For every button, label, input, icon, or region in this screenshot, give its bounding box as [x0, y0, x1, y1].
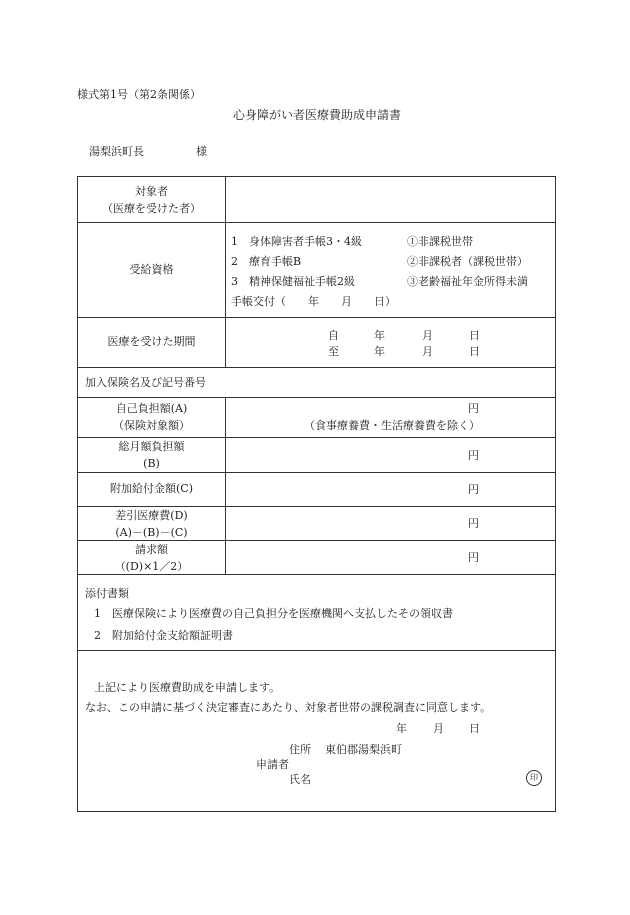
tax-status-2[interactable]: ②非課税者（課税世帯）	[407, 255, 528, 268]
period-from-label: 自	[328, 329, 339, 342]
address-value[interactable]: 東伯郡湯梨浜町	[325, 743, 402, 756]
eligibility-item-1[interactable]: 1 身体障害者手帳3・4級	[231, 235, 362, 248]
addressee-honorific: 様	[196, 145, 207, 158]
period-to-label: 至	[328, 345, 339, 358]
name-label: 氏名	[289, 773, 311, 786]
application-date-day[interactable]: 日	[469, 722, 480, 735]
declaration-line-2: なお、この申請に基づく決定審査にあたり、対象者世帯の課税調査に同意します。	[85, 701, 492, 714]
attachment-item-1: 1 医療保険により医療費の自己負担分を医療機関へ支払したその領収書	[94, 607, 453, 620]
monthly-total-label: 総月額負担額 (B)	[118, 440, 185, 470]
application-date-month[interactable]: 月	[433, 722, 444, 735]
subject-label: 対象者 （医療を受けた者）	[102, 185, 201, 215]
difference-unit: 円	[468, 517, 479, 530]
tax-status-3[interactable]: ③老齢福祉年金所得未満	[407, 275, 528, 288]
claim-unit: 円	[468, 551, 479, 564]
self-pay-note: （食事療養費・生活療養費を除く）	[304, 419, 480, 432]
period-to-month[interactable]: 月	[422, 345, 433, 358]
tax-status-1[interactable]: ①非課税世帯	[407, 235, 473, 248]
seal-mark: 印	[526, 770, 542, 786]
insurance-label: 加入保険名及び記号番号	[85, 376, 206, 389]
period-from-month[interactable]: 月	[422, 329, 433, 342]
additional-benefit-label: 附加給付金額(C)	[110, 482, 193, 495]
claim-label: 請求額 （(D)×1／2）	[114, 543, 189, 573]
monthly-total-unit: 円	[468, 449, 479, 462]
insurance-field[interactable]	[238, 368, 556, 396]
attachments-heading: 添付書類	[85, 587, 129, 600]
period-label: 医療を受けた期間	[107, 335, 196, 348]
self-pay-unit: 円	[468, 402, 479, 415]
period-to-day[interactable]: 日	[469, 345, 480, 358]
form-number: 様式第1号（第2条関係）	[77, 88, 201, 101]
subject-field[interactable]	[226, 178, 556, 221]
page-title: 心身障がい者医療費助成申請書	[233, 108, 402, 122]
addressee-name: 湯梨浜町長	[89, 145, 144, 158]
eligibility-item-3[interactable]: 3 精神保健福祉手帳2級	[231, 275, 355, 288]
self-pay-label: 自己負担額(A) （保険対象額）	[113, 402, 190, 432]
declaration-line-1: 上記により医療費助成を申請します。	[94, 681, 281, 694]
application-date-year[interactable]: 年	[396, 722, 407, 735]
eligibility-label: 受給資格	[129, 263, 174, 276]
attachment-item-2: 2 附加給付金支給額証明書	[94, 629, 233, 642]
period-from-day[interactable]: 日	[469, 329, 480, 342]
application-form-table	[77, 176, 556, 812]
period-to-year[interactable]: 年	[374, 345, 385, 358]
handbook-issued-date[interactable]: 手帳交付（ 年 月 日）	[231, 295, 396, 308]
additional-benefit-unit: 円	[468, 483, 479, 496]
applicant-label: 申請者	[256, 758, 289, 771]
difference-label: 差引医療費(D) (A)－(B)－(C)	[115, 509, 188, 539]
period-from-year[interactable]: 年	[374, 329, 385, 342]
address-label: 住所	[289, 743, 311, 756]
eligibility-item-2[interactable]: 2 療育手帳B	[231, 255, 302, 268]
